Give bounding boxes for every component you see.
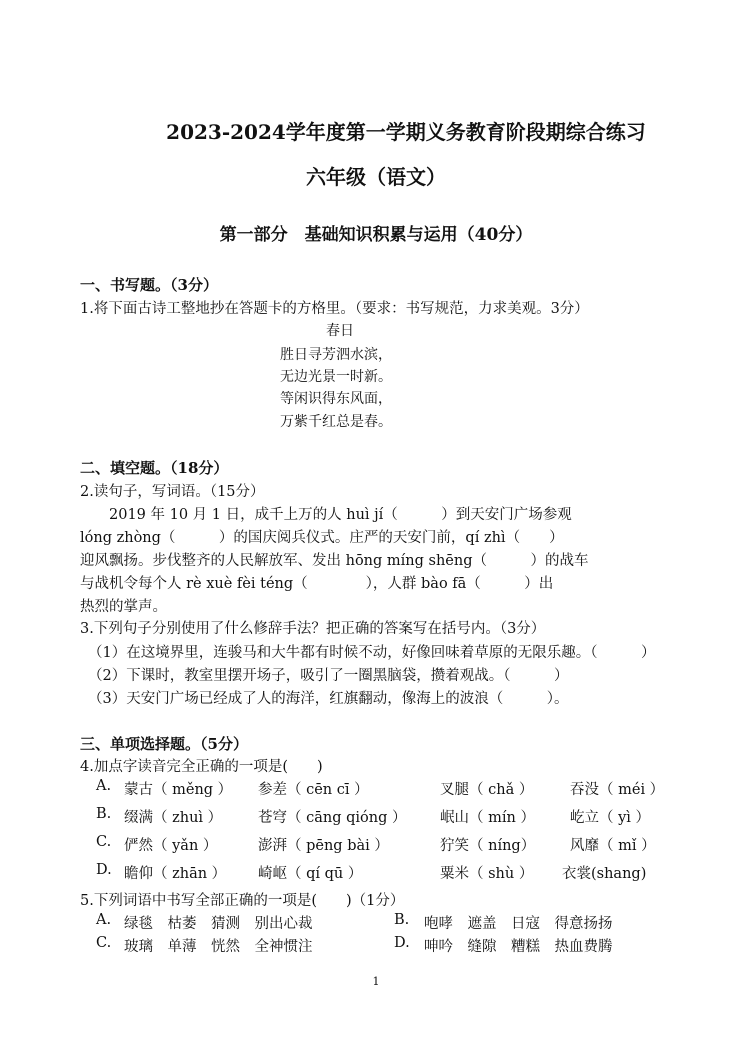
q4-option-item: 苍穹（ cāng qióng ） bbox=[258, 810, 407, 826]
poem-line: 胜日寻芳泗水滨， bbox=[280, 347, 392, 363]
q2-text-line: 与战机令每个人 rè xuè fèi téng（ ），人群 bào fā（ ）出 bbox=[80, 576, 554, 592]
section2-heading: 二、填空题。（18分） bbox=[80, 459, 229, 477]
q4-option-item: 俨然（ yǎn ） bbox=[124, 838, 218, 854]
q3-item: （2）下课时，教室里摆开场子，吸引了一圈黑脑袋，攒着观战。（ ） bbox=[88, 668, 569, 684]
q5-option-item: 玻璃 单薄 恍然 全神惯注 bbox=[124, 939, 313, 955]
section3-heading: 三、单项选择题。（5分） bbox=[80, 735, 248, 753]
q5-option-item: 呻吟 缝隙 糟糕 热血费腾 bbox=[424, 939, 613, 955]
section1-heading: 一、书写题。（3分） bbox=[80, 276, 218, 294]
q2-text-line: 热烈的掌声。 bbox=[80, 599, 167, 615]
q2-text-line: 2019 年 10 月 1 日，成千上万的人 huì jí（ ）到天安门广场参观 bbox=[80, 507, 572, 523]
q4-option-item: 崎岖（ qí qū ） bbox=[258, 866, 363, 882]
question-5: 5.下列词语中书写全部正确的一项是( )（1分） bbox=[80, 893, 405, 909]
q4-option-letter: D. bbox=[96, 862, 112, 878]
poem-line: 无边光景一时新。 bbox=[280, 369, 392, 385]
q3-item: （1）在这境界里，连骏马和大牛都有时候不动，好像回味着草原的无限乐趣。（ ） bbox=[88, 645, 656, 661]
q4-option-item: 屹立（ yì ） bbox=[570, 810, 651, 826]
q4-option-item: 风靡（ mǐ ） bbox=[570, 838, 656, 854]
q4-option-item: 衣裳(shang) bbox=[562, 866, 647, 882]
question-4: 4.加点字读音完全正确的一项是( ) bbox=[80, 759, 323, 775]
q4-option-item: 岷山（ mín ） bbox=[440, 810, 535, 826]
q5-option-item: 咆哮 遮盖 日寇 得意扬扬 bbox=[424, 916, 613, 932]
exam-subtitle: 六年级（语文） bbox=[306, 165, 446, 189]
q4-option-item: 粟米（ shù ） bbox=[440, 866, 534, 882]
question-2: 2.读句子，写词语。（15分） bbox=[80, 484, 265, 500]
q4-option-letter: A. bbox=[96, 778, 112, 794]
q4-option-item: 狞笑（ níng） bbox=[440, 838, 536, 854]
q5-option-item: 绿毯 枯萎 猜测 别出心裁 bbox=[124, 916, 313, 932]
part-heading: 第一部分 基础知识积累与运用（40分） bbox=[219, 225, 533, 245]
q2-text-line: lóng zhòng（ ）的国庆阅兵仪式。庄严的天安门前，qí zhì（ ） bbox=[80, 530, 564, 546]
poem-line: 等闲识得东风面， bbox=[280, 391, 392, 407]
q4-option-letter: C. bbox=[96, 834, 112, 850]
q5-option-letter: C. bbox=[96, 935, 112, 951]
poem-title: 春日 bbox=[326, 323, 354, 339]
q2-text-line: 迎风飘扬。步伐整齐的人民解放军、发出 hōng míng shēng（ ）的战车 bbox=[80, 553, 589, 569]
q5-option-letter: A. bbox=[96, 912, 112, 928]
q4-option-item: 蒙古（ měng ） bbox=[124, 782, 233, 798]
question-1: 1.将下面古诗工整地抄在答题卡的方格里。（要求：书写规范，力求美观。3分） bbox=[80, 301, 589, 317]
q4-option-item: 瞻仰（ zhān ） bbox=[124, 866, 227, 882]
poem-line: 万紫千红总是春。 bbox=[280, 414, 392, 430]
q4-option-item: 吞没（ méi ） bbox=[570, 782, 665, 798]
question-3: 3.下列句子分别使用了什么修辞手法？把正确的答案写在括号内。（3分） bbox=[80, 621, 546, 637]
exam-title: 2023-2024学年度第一学期义务教育阶段期综合练习 bbox=[166, 120, 646, 144]
q4-option-letter: B. bbox=[96, 806, 112, 822]
q4-option-item: 澎湃（ pēng bài ） bbox=[258, 838, 389, 854]
q4-option-item: 叉腿（ chǎ ） bbox=[440, 782, 534, 798]
q5-option-letter: B. bbox=[394, 912, 410, 928]
q5-option-letter: D. bbox=[394, 935, 410, 951]
q4-option-item: 缀满（ zhuì ） bbox=[124, 810, 223, 826]
q3-item: （3）天安门广场已经成了人的海洋，红旗翻动，像海上的波浪（ ）。 bbox=[88, 691, 569, 707]
q4-option-item: 参差（ cēn cī ） bbox=[258, 782, 369, 798]
page-number: 1 bbox=[372, 975, 380, 988]
